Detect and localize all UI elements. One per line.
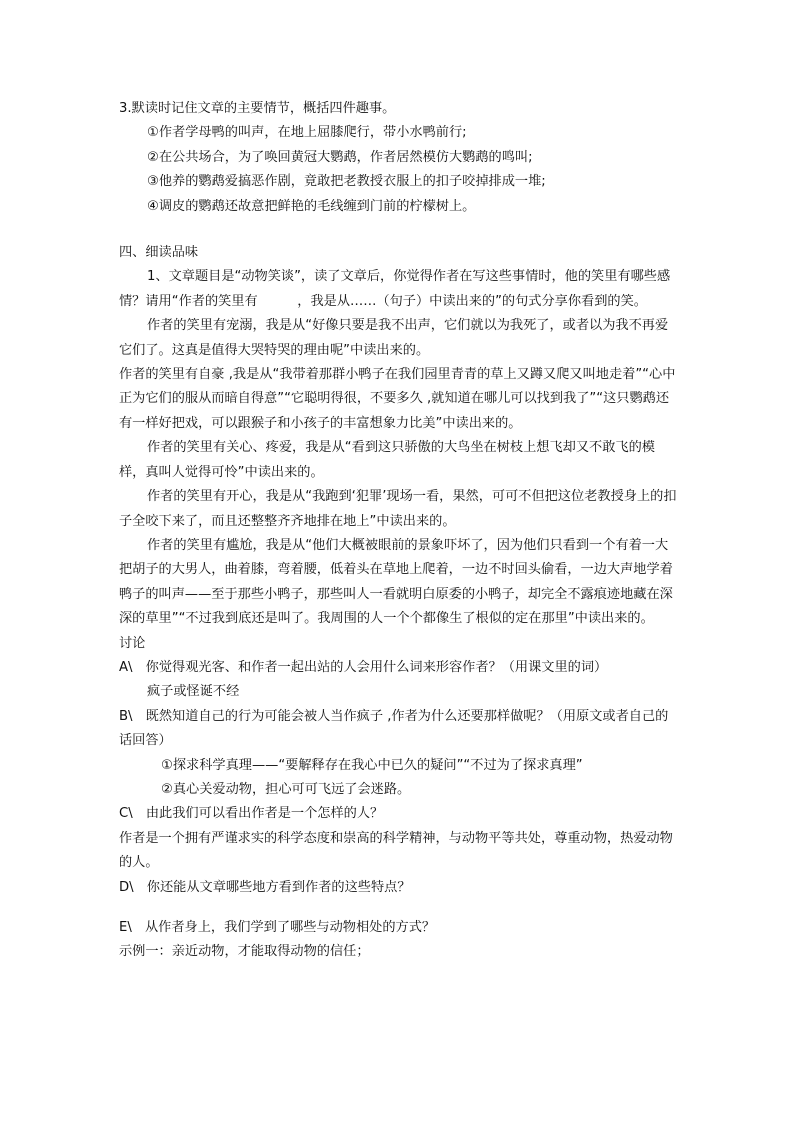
event-item-2: ②在公共场合，为了唤回黄冠大鹦鹉，作者居然模仿大鹦鹉的鸣叫; <box>147 149 533 165</box>
event-item-4: ④调皮的鹦鹉还故意把鲜艳的毛线缠到门前的柠檬树上。 <box>147 198 476 214</box>
answer-paragraph-5: 作者的笑里有尴尬，我是从“他们大概被眼前的景象吓坏了，因为他们只看到一个有着一大把胡子的大男人，曲着膝，弯着腰，低着头在草地上爬着，一边不时回头偷看，一边大声地学着鸭子的叫声——至于那些小鸭子，那些叫人一看就明白原委的小鸭子，却完全不露痕迹地藏在深深的草里”“不过我到底还是叫了。我周围的人一个个都像生了根似的定在那里”中读出来的。 <box>119 537 673 627</box>
spacer <box>119 900 679 916</box>
document-page <box>119 97 679 965</box>
answer-a: 疯子或怪诞不经 <box>147 684 240 700</box>
answer-paragraph-1: 作者的笑里有宠溺，我是从“好像只要是我不出声，它们就以为我死了，或者以为我不再爱它们了。这真是值得大哭特哭的理由呢”中读出来的。 <box>119 318 669 358</box>
answer-b-1: ①探求科学真理——“要解释存在我心中已久的疑问”“不过为了探求真理” <box>161 757 583 773</box>
answer-paragraph-3: 作者的笑里有关心、疼爱，我是从“看到这只骄傲的大鸟坐在树枝上想飞却又不敢飞的模样，真叫人觉得可怜”中读出来的。 <box>119 440 655 480</box>
answer-paragraph-4: 作者的笑里有开心，我是从“我跑到‘犯罪’现场一看，果然，可可不但把这位老教授身上的扣子全咬下来了，而且还整整齐齐地排在地上”中读出来的。 <box>119 489 677 529</box>
answer-paragraph-2: 作者的笑里有自豪 ,我是从“我带着那群小鸭子在我们园里青青的草上又蹲又爬又叫地走着”“心中正为它们的服从而暗自得意”“它聪明得很，不要多久 ,就知道在哪儿可以找到我了”“这只鹦鹉还有一样好把戏，可以跟猴子和小孩子的丰富想象力比美”中读出来的。 <box>119 367 676 431</box>
section4-heading: 四、细读品味 <box>119 245 199 261</box>
question-e: E\ 从作者身上，我们学到了哪些与动物相处的方式？ <box>119 920 436 935</box>
question-d: D\ 你还能从文章哪些地方看到作者的这些特点？ <box>119 879 411 895</box>
question-c: C\ 由此我们可以看出作者是一个怎样的人？ <box>119 806 384 822</box>
event-item-3: ③他养的鹦鹉爱搞恶作剧，竟敢把老教授衣服上的扣子咬掉排成一堆; <box>147 174 546 190</box>
spacer <box>119 219 679 241</box>
answer-c: 作者是一个拥有严谨求实的科学态度和崇高的科学精神，与动物平等共处，尊重动物，热爱动物的人。 <box>119 830 673 871</box>
question-a: A\ 你觉得观光客、和作者一起出站的人会用什么词来形容作者？（用课文里的词） <box>119 659 608 675</box>
answer-b-2: ②真心关爱动物，担心可可飞远了会迷路。 <box>161 781 411 797</box>
discussion-label: 讨论 <box>119 635 146 651</box>
question-b: B\ 既然知道自己的行为可能会被人当作疯子 ,作者为什么还要那样做呢？（用原文或者自己的话回答） <box>119 708 669 749</box>
event-item-1: ①作者学母鸭的叫声，在地上屈膝爬行，带小水鸭前行; <box>147 125 467 141</box>
example-1: 示例一：亲近动物，才能取得动物的信任； <box>119 944 370 960</box>
section3-title: 3.默读时记住文章的主要情节，概括四件趣事。 <box>119 101 396 116</box>
question-1: 1、文章题目是“动物笑谈”，读了文章后，你觉得作者在写这些事情时，他的笑里有哪些感情？请用“作者的笑里有 ，我是从……（句子）中读出来的”的句式分享你看到的笑。 <box>119 269 671 309</box>
